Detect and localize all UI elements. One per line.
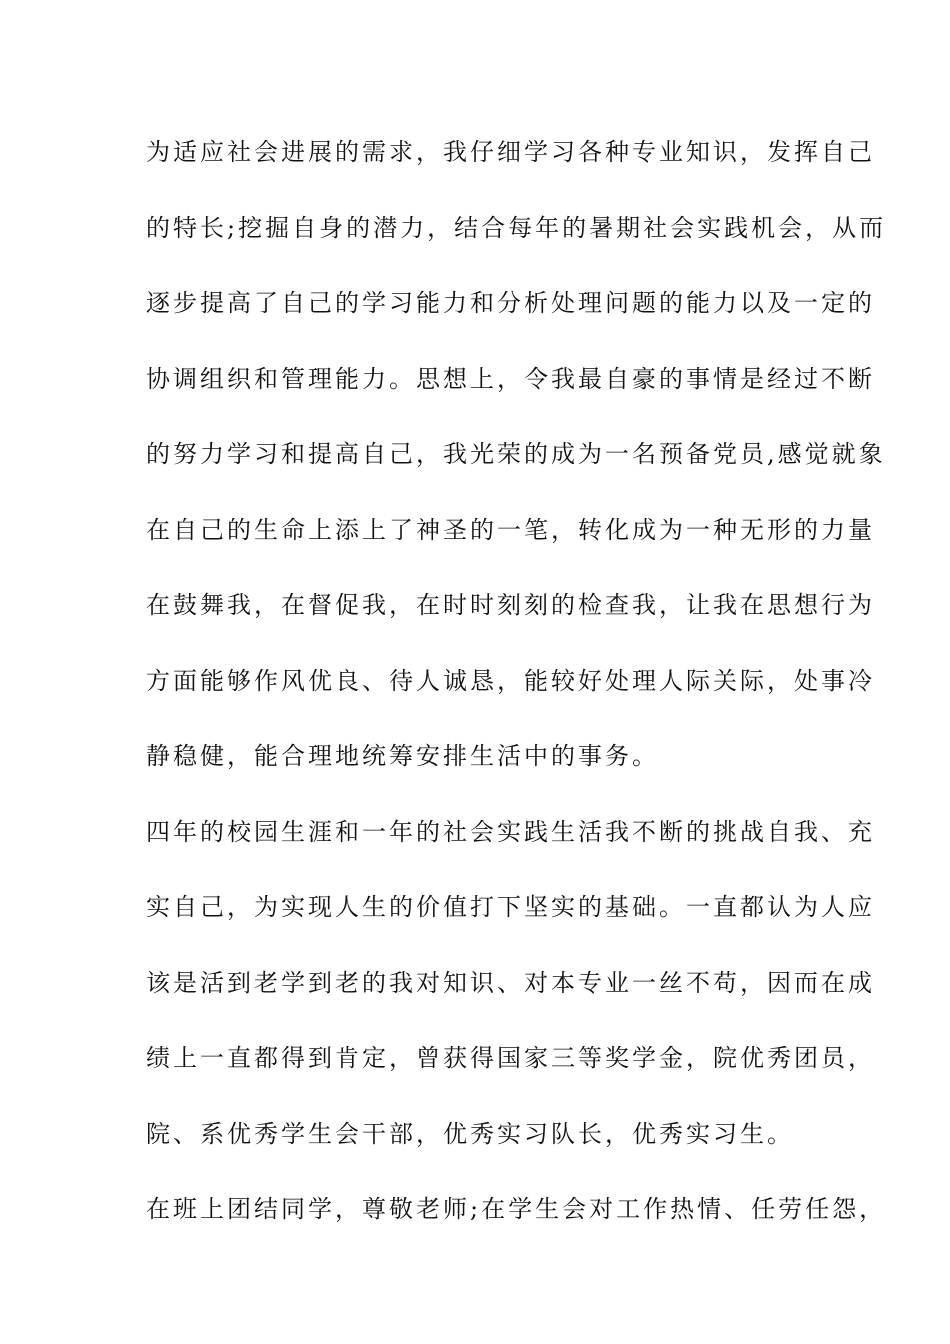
text-line-4: 协调组织和管理能力。思想上，令我最自豪的事情是经过不断 bbox=[146, 364, 875, 393]
document-body bbox=[146, 126, 887, 1259]
text-line-15: 在班上团结同学，尊敬老师;在学生会对工作热情、任劳任怨， bbox=[146, 1195, 887, 1223]
text-line-7: 在鼓舞我，在督促我，在时时刻刻的检查我，让我在思想行为 bbox=[146, 591, 875, 619]
text-line-14: 院、系优秀学生会干部，优秀实习队长，优秀实习生。 bbox=[146, 1119, 794, 1148]
text-line-2: 的特长;挖掘自身的潜力，结合每年的暑期社会实践机会，从而 bbox=[146, 213, 887, 242]
text-line-11: 实自己，为实现人生的价值打下坚实的基础。一直都认为人应 bbox=[146, 893, 875, 921]
text-line-9: 静稳健，能合理地统筹安排生活中的事务。 bbox=[146, 742, 659, 770]
text-line-12: 该是活到老学到老的我对知识、对本专业一丝不苟，因而在成 bbox=[146, 968, 875, 997]
text-line-13: 绩上一直都得到肯定，曾获得国家三等奖学金，院优秀团员， bbox=[146, 1044, 875, 1072]
text-line-6: 在自己的生命上添上了神圣的一笔，转化成为一种无形的力量 bbox=[146, 515, 875, 544]
text-line-10: 四年的校园生涯和一年的社会实践生活我不断的挑战自我、充 bbox=[146, 817, 875, 846]
text-line-8: 方面能够作风优良、待人诚恳，能较好处理人际关际，处事冷 bbox=[146, 666, 875, 695]
text-line-1: 为适应社会进展的需求，我仔细学习各种专业知识，发挥自己 bbox=[146, 138, 875, 166]
text-line-5: 的努力学习和提高自己，我光荣的成为一名预备党员,感觉就象 bbox=[146, 440, 886, 468]
text-line-3: 逐步提高了自己的学习能力和分析处理问题的能力以及一定的 bbox=[146, 289, 875, 317]
